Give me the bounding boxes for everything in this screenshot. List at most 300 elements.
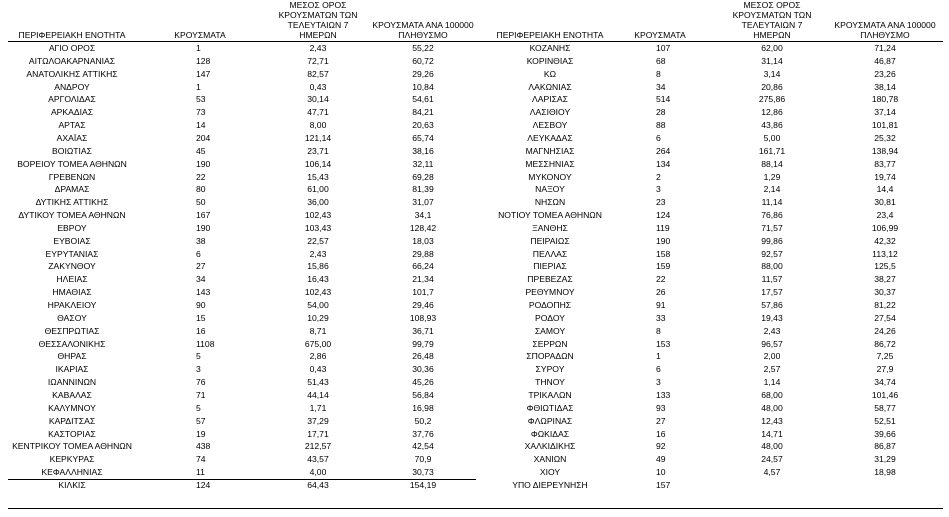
- region-cell: ΝΟΤΙΟΥ ΤΟΜΕΑ ΑΘΗΝΩΝ: [498, 210, 602, 221]
- avg7-cell: 71,57: [761, 222, 783, 233]
- table-row: [0, 93, 949, 106]
- region-cell: ΚΕΝΤΡΙΚΟΥ ΤΟΜΕΑ ΑΘΗΝΩΝ: [12, 441, 132, 452]
- per100k-cell: 113,12: [872, 248, 898, 259]
- table-row: [0, 55, 949, 68]
- per100k-cell: 46,87: [874, 55, 896, 66]
- region-cell: ΧΑΝΙΩΝ: [533, 454, 567, 465]
- region-cell: ΕΒΡΟΥ: [57, 222, 87, 233]
- last-row-rule: [8, 479, 476, 480]
- per100k-cell: 16,98: [412, 402, 434, 413]
- table-row: [0, 299, 949, 312]
- table-row: [0, 363, 949, 376]
- region-cell: ΑΡΤΑΣ: [58, 120, 86, 131]
- cases-cell: 33: [656, 312, 666, 323]
- per100k-cell: 30,81: [874, 197, 896, 208]
- table-row: [0, 106, 949, 119]
- per100k-cell: 37,76: [412, 428, 434, 439]
- cases-cell: 1: [196, 43, 201, 53]
- per100k-cell: 70,9: [414, 454, 432, 465]
- region-cell: ΙΚΑΡΙΑΣ: [55, 364, 89, 375]
- avg7-cell: 1,14: [763, 377, 781, 388]
- table-row: [0, 119, 949, 132]
- region-cell: ΠΕΛΛΑΣ: [532, 248, 568, 259]
- cases-cell: 11: [196, 467, 205, 478]
- table-row: [0, 312, 949, 325]
- per100k-cell: 18,03: [412, 235, 434, 246]
- cases-cell: 14: [196, 120, 206, 131]
- per100k-cell: 101,81: [871, 120, 899, 131]
- table-row: [0, 132, 949, 145]
- avg7-cell: 102,43: [304, 210, 332, 221]
- per100k-cell: 32,11: [412, 158, 434, 169]
- per100k-cell: 38,14: [874, 81, 896, 92]
- cases-cell: 8: [656, 68, 661, 79]
- table-row: [0, 222, 949, 235]
- region-cell: ΣΑΜΟΥ: [534, 325, 566, 336]
- cases-cell: 49: [656, 454, 666, 465]
- bottom-rule: [8, 508, 943, 509]
- cases-cell: 119: [656, 222, 670, 233]
- cases-cell: 45: [196, 145, 206, 156]
- per100k-cell: 30,73: [412, 467, 434, 478]
- avg7-cell: 36,00: [307, 197, 329, 208]
- avg7-cell: 12,43: [761, 415, 783, 426]
- cases-cell: 74: [196, 454, 206, 465]
- table-row: [0, 453, 949, 466]
- avg7-cell: 82,57: [307, 68, 329, 79]
- avg7-cell: 17,71: [307, 428, 329, 439]
- cases-cell: 22: [196, 171, 206, 182]
- region-cell: ΚΕΡΚΥΡΑΣ: [49, 454, 95, 465]
- avg7-cell: 106,14: [304, 158, 332, 169]
- per100k-cell: 38,27: [874, 274, 896, 285]
- cases-cell: 91: [656, 300, 666, 310]
- per100k-cell: 29,88: [412, 248, 434, 259]
- per100k-cell: 65,74: [412, 132, 434, 143]
- avg7-cell: 37,29: [307, 415, 329, 426]
- avg7-cell: 20,86: [761, 81, 783, 92]
- cases-cell: 10: [656, 467, 666, 478]
- avg7-cell: 0,43: [309, 81, 327, 92]
- cases-cell: 159: [656, 261, 671, 272]
- avg7-cell: 92,57: [761, 248, 783, 259]
- cases-cell: 190: [196, 222, 211, 233]
- per100k-cell: 10,84: [412, 81, 434, 92]
- table-row: [0, 479, 949, 492]
- region-cell: ΘΕΣΠΡΩΤΙΑΣ: [44, 325, 100, 336]
- cases-cell: 34: [196, 274, 206, 285]
- cases-cell: 167: [196, 210, 211, 221]
- region-cell: ΛΑΡΙΣΑΣ: [532, 94, 568, 105]
- cases-cell: 23: [656, 197, 666, 208]
- avg7-cell: 57,86: [761, 300, 783, 310]
- avg7-cell: 43,57: [307, 454, 329, 465]
- per100k-cell: 60,72: [412, 55, 434, 66]
- region-cell: ΦΩΚΙΔΑΣ: [530, 428, 570, 439]
- per100k-cell: 23,26: [874, 68, 896, 79]
- avg7-cell: 47,71: [307, 107, 329, 118]
- avg7-cell: 72,71: [307, 55, 329, 66]
- cases-cell: 3: [656, 377, 661, 388]
- per100k-cell: 56,84: [412, 389, 434, 400]
- region-cell: ΛΑΚΩΝΙΑΣ: [528, 81, 572, 92]
- per100k-cell: 42,32: [874, 235, 896, 246]
- per100k-cell: 86,87: [874, 441, 896, 452]
- region-cell: ΑΝΑΤΟΛΙΚΗΣ ΑΤΤΙΚΗΣ: [26, 68, 118, 79]
- table-row: [0, 350, 949, 363]
- region-cell: ΧΑΛΚΙΔΙΚΗΣ: [524, 441, 576, 452]
- region-cell: ΞΑΝΘΗΣ: [532, 222, 568, 233]
- avg7-cell: 103,43: [304, 222, 332, 233]
- header-region-left: ΠΕΡΙΦΕΡΕΙΑΚΗ ΕΝΟΤΗΤΑ: [18, 30, 126, 40]
- avg7-cell: 4,00: [309, 467, 327, 478]
- region-cell: ΜΥΚΟΝΟΥ: [528, 171, 572, 182]
- per100k-cell: 26,48: [412, 351, 434, 362]
- region-cell: ΛΑΣΙΘΙΟΥ: [529, 107, 571, 118]
- per100k-cell: 108,93: [409, 312, 437, 323]
- avg7-cell: 17,57: [761, 287, 783, 298]
- per100k-cell: 180,78: [871, 94, 899, 105]
- per100k-cell: 58,77: [874, 402, 896, 413]
- region-cell: ΚΕΦΑΛΛΗΝΙΑΣ: [41, 467, 103, 478]
- per100k-cell: 25,32: [874, 132, 896, 143]
- region-cell: ΑΡΓΟΛΙΔΑΣ: [48, 94, 96, 105]
- region-cell: ΗΡΑΚΛΕΙΟΥ: [47, 300, 97, 310]
- per100k-cell: 45,26: [412, 377, 434, 388]
- per100k-cell: 101,46: [871, 389, 899, 400]
- table-row: [0, 209, 949, 222]
- cases-cell: 158: [656, 248, 671, 259]
- header-avg7-left: ΜΕΣΟΣ ΟΡΟΣ ΚΡΟΥΣΜΑΤΩΝ ΤΩΝ ΤΕΛΕΥΤΑΙΩΝ 7 ΗΜΕΡΩΝ: [278, 0, 358, 40]
- cases-cell: 204: [196, 132, 211, 143]
- per100k-cell: 21,34: [412, 274, 434, 285]
- region-cell: ΥΠΟ ΔΙΕΡΕΥΝΗΣΗ: [512, 479, 588, 490]
- avg7-cell: 1,29: [763, 171, 781, 182]
- avg7-cell: 212,57: [304, 441, 332, 452]
- avg7-cell: 5,00: [763, 132, 781, 143]
- per100k-cell: 7,25: [876, 351, 894, 362]
- table-row: [0, 68, 949, 81]
- region-cell: ΡΟΔΟΠΗΣ: [528, 300, 572, 310]
- cases-cell: 124: [656, 210, 671, 221]
- per100k-cell: 81,39: [412, 184, 434, 195]
- cases-cell: 93: [656, 402, 666, 413]
- avg7-cell: 62,00: [761, 43, 783, 53]
- per100k-cell: 106,99: [871, 222, 899, 233]
- avg7-cell: 48,00: [761, 402, 783, 413]
- avg7-cell: 2,00: [763, 351, 781, 362]
- avg7-cell: 2,86: [309, 351, 327, 362]
- avg7-cell: 43,86: [761, 120, 783, 131]
- per100k-cell: 27,9: [876, 364, 894, 375]
- table-row: [0, 196, 949, 209]
- region-cell: ΕΥΡΥΤΑΝΙΑΣ: [45, 248, 99, 259]
- region-cell: ΚΑΣΤΟΡΙΑΣ: [48, 428, 96, 439]
- per100k-cell: 29,26: [412, 68, 434, 79]
- cases-cell: 438: [196, 441, 211, 452]
- region-cell: ΠΡΕΒΕΖΑΣ: [527, 274, 573, 285]
- cases-cell: 53: [196, 94, 206, 105]
- avg7-cell: 675,00: [304, 338, 332, 349]
- per100k-cell: 86,72: [874, 338, 896, 349]
- per100k-cell: 36,71: [412, 325, 434, 336]
- avg7-cell: 15,86: [307, 261, 329, 272]
- cases-cell: 26: [656, 287, 666, 298]
- per100k-cell: 23,4: [876, 210, 894, 221]
- avg7-cell: 1,71: [309, 402, 327, 413]
- table-row: [0, 338, 949, 351]
- region-cell: ΣΕΡΡΩΝ: [532, 338, 568, 349]
- cases-cell: 76: [196, 377, 206, 388]
- per100k-cell: 29,46: [412, 300, 434, 310]
- cases-cell: 124: [196, 479, 211, 490]
- header-region-right: ΠΕΡΙΦΕΡΕΙΑΚΗ ΕΝΟΤΗΤΑ: [496, 30, 604, 40]
- per100k-cell: 30,37: [874, 287, 896, 298]
- region-cell: ΠΙΕΡΙΑΣ: [533, 261, 567, 272]
- per100k-cell: 27,54: [874, 312, 896, 323]
- cases-cell: 133: [656, 389, 671, 400]
- per100k-cell: 83,77: [874, 158, 896, 169]
- region-cell: ΑΡΚΑΔΙΑΣ: [50, 107, 94, 118]
- avg7-cell: 64,43: [307, 479, 329, 490]
- region-cell: ΣΠΟΡΑΔΩΝ: [526, 351, 574, 362]
- per100k-cell: [830, 479, 940, 492]
- avg7-cell: 2,43: [763, 325, 781, 336]
- region-cell: ΑΝΔΡΟΥ: [54, 81, 90, 92]
- avg7-cell: 88,00: [761, 261, 783, 272]
- region-cell: ΠΕΙΡΑΙΩΣ: [530, 235, 570, 246]
- cases-cell: 28: [656, 107, 666, 118]
- cases-cell: 264: [656, 145, 671, 156]
- region-cell: ΓΡΕΒΕΝΩΝ: [48, 171, 96, 182]
- per100k-cell: 50,2: [414, 415, 432, 426]
- per100k-cell: 19,74: [874, 171, 896, 182]
- region-cell: ΙΩΑΝΝΙΝΩΝ: [47, 377, 97, 388]
- avg7-cell: 99,86: [761, 235, 783, 246]
- avg7-cell: 161,71: [758, 145, 786, 156]
- table-row: [0, 428, 949, 441]
- table-row: [0, 81, 949, 94]
- header-per100k-left: ΚΡΟΥΣΜΑΤΑ ΑΝΑ 100000 ΠΛΗΘΥΣΜΟ: [372, 20, 474, 40]
- cases-cell: 57: [196, 415, 206, 426]
- cases-cell: 19: [196, 428, 206, 439]
- avg7-cell: 96,57: [761, 338, 783, 349]
- per100k-cell: 81,22: [874, 300, 896, 310]
- region-cell: ΚΟΡΙΝΘΙΑΣ: [526, 55, 574, 66]
- table-row: [0, 248, 949, 261]
- table-row: [0, 466, 949, 479]
- per100k-cell: 99,79: [412, 338, 434, 349]
- region-cell: ΔΥΤΙΚΟΥ ΤΟΜΕΑ ΑΘΗΝΩΝ: [18, 210, 126, 221]
- table-row: [0, 260, 949, 273]
- avg7-cell: 44,14: [307, 389, 329, 400]
- avg7-cell: 2,14: [763, 184, 781, 195]
- avg7-cell: 88,14: [761, 158, 783, 169]
- avg7-cell: 2,43: [309, 43, 327, 53]
- region-cell: ΣΥΡΟΥ: [535, 364, 565, 375]
- cases-cell: 514: [656, 94, 671, 105]
- avg7-cell: 8,71: [309, 325, 327, 336]
- cases-cell: 1108: [196, 338, 215, 349]
- header-cases-left: ΚΡΟΥΣΜΑΤΑ: [174, 30, 226, 40]
- cases-cell: 1: [196, 81, 201, 92]
- cases-cell: 27: [656, 415, 666, 426]
- region-cell: ΗΜΑΘΙΑΣ: [52, 287, 92, 298]
- table-row: [0, 42, 949, 55]
- per100k-cell: 38,16: [412, 145, 434, 156]
- region-cell: ΘΕΣΣΑΛΟΝΙΚΗΣ: [38, 338, 106, 349]
- per100k-cell: 125,5: [874, 261, 896, 272]
- header-per100k-right: ΚΡΟΥΣΜΑΤΑ ΑΝΑ 100000 ΠΛΗΘΥΣΜΟ: [834, 20, 936, 40]
- cases-cell: 16: [196, 325, 206, 336]
- per100k-cell: 154,19: [409, 479, 437, 490]
- cases-cell: 190: [656, 235, 671, 246]
- table-row: [0, 325, 949, 338]
- table-row: [0, 183, 949, 196]
- avg7-cell: 24,57: [761, 454, 783, 465]
- avg7-cell: 15,43: [307, 171, 329, 182]
- cases-cell: 34: [656, 81, 666, 92]
- avg7-cell: 0,43: [309, 364, 327, 375]
- cases-cell: 147: [196, 68, 211, 79]
- per100k-cell: 52,51: [874, 415, 896, 426]
- per100k-cell: 31,29: [874, 454, 896, 465]
- avg7-cell: 54,00: [307, 300, 329, 310]
- table-row: [0, 273, 949, 286]
- avg7-cell: 12,86: [761, 107, 783, 118]
- per100k-cell: 84,21: [412, 107, 434, 118]
- cases-cell: 92: [656, 441, 666, 452]
- avg7-cell: 68,00: [761, 389, 783, 400]
- per100k-cell: 31,07: [412, 197, 434, 208]
- cases-cell: 16: [656, 428, 666, 439]
- avg7-cell: 14,71: [761, 428, 783, 439]
- cases-cell: 6: [656, 364, 661, 375]
- avg7-cell: 102,43: [304, 287, 332, 298]
- per100k-cell: 24,26: [874, 325, 896, 336]
- cases-cell: 128: [196, 55, 211, 66]
- per100k-cell: 34,74: [874, 377, 896, 388]
- cases-cell: 3: [656, 184, 661, 195]
- per100k-cell: 37,14: [874, 107, 896, 118]
- region-cell: ΛΕΣΒΟΥ: [532, 120, 568, 131]
- cases-cell: 190: [196, 158, 211, 169]
- cases-cell: 71: [196, 389, 206, 400]
- header-avg7-right: ΜΕΣΟΣ ΟΡΟΣ ΚΡΟΥΣΜΑΤΩΝ ΤΩΝ ΤΕΛΕΥΤΑΙΩΝ 7 ΗΜΕΡΩΝ: [732, 0, 812, 40]
- avg7-cell: 22,57: [307, 235, 329, 246]
- header-cases-right: ΚΡΟΥΣΜΑΤΑ: [634, 30, 686, 40]
- per100k-cell: 14,4: [876, 184, 894, 195]
- region-cell: ΘΑΣΟΥ: [57, 312, 87, 323]
- region-cell: ΑΓΙΟ ΟΡΟΣ: [48, 43, 96, 53]
- avg7-cell: 51,43: [307, 377, 329, 388]
- avg7-cell: [722, 479, 822, 492]
- per100k-cell: 30,36: [412, 364, 434, 375]
- cases-cell: 22: [656, 274, 666, 285]
- region-cell: ΑΧΑΪΑΣ: [56, 132, 88, 143]
- cases-cell: 68: [656, 55, 666, 66]
- region-cell: ΦΘΙΩΤΙΔΑΣ: [526, 402, 574, 413]
- per100k-cell: 54,61: [412, 94, 434, 105]
- region-cell: ΡΟΔΟΥ: [535, 312, 565, 323]
- table-row: [0, 440, 949, 453]
- per100k-cell: 69,28: [412, 171, 434, 182]
- cases-cell: 15: [196, 312, 206, 323]
- region-cell: ΕΥΒΟΙΑΣ: [53, 235, 91, 246]
- cases-cell: 134: [656, 158, 671, 169]
- region-cell: ΒΟΙΩΤΙΑΣ: [52, 145, 92, 156]
- per100k-cell: 20,63: [412, 120, 434, 131]
- per100k-cell: 138,94: [871, 145, 899, 156]
- cases-cell: 38: [196, 235, 206, 246]
- avg7-cell: 19,43: [761, 312, 783, 323]
- per100k-cell: 34,1: [414, 210, 432, 221]
- table-row: [0, 145, 949, 158]
- per100k-cell: 18,98: [874, 467, 896, 478]
- cases-cell: 107: [656, 43, 671, 53]
- avg7-cell: 16,43: [307, 274, 329, 285]
- table-row: [0, 389, 949, 402]
- region-cell: ΤΗΝΟΥ: [535, 377, 565, 388]
- cases-cell: 157: [656, 479, 671, 490]
- region-cell: ΑΙΤΩΛΟΑΚΑΡΝΑΝΙΑΣ: [28, 55, 116, 66]
- per100k-cell: 128,42: [409, 222, 437, 233]
- per100k-cell: 55,22: [412, 43, 434, 53]
- region-cell: ΜΑΓΝΗΣΙΑΣ: [525, 145, 575, 156]
- avg7-cell: 11,57: [761, 274, 783, 285]
- cases-cell: 80: [196, 184, 206, 195]
- region-cell: ΦΛΩΡΙΝΑΣ: [527, 415, 573, 426]
- cases-cell: 153: [656, 338, 671, 349]
- region-cell: ΧΙΟΥ: [539, 467, 561, 478]
- region-cell: ΔΥΤΙΚΗΣ ΑΤΤΙΚΗΣ: [35, 197, 109, 208]
- avg7-cell: 48,00: [761, 441, 783, 452]
- region-cell: ΚΑΛΥΜΝΟΥ: [48, 402, 96, 413]
- per100k-cell: 39,66: [874, 428, 896, 439]
- avg7-cell: 61,00: [307, 184, 329, 195]
- cases-cell: 90: [196, 300, 206, 310]
- region-cell: ΚΟΖΑΝΗΣ: [529, 43, 571, 53]
- region-cell: ΔΡΑΜΑΣ: [54, 184, 90, 195]
- table-row: [0, 415, 949, 428]
- cases-cell: 5: [196, 351, 201, 362]
- avg7-cell: 23,71: [307, 145, 329, 156]
- cases-cell: 5: [196, 402, 201, 413]
- avg7-cell: 76,86: [761, 210, 783, 221]
- cases-cell: 88: [656, 120, 666, 131]
- cases-cell: 8: [656, 325, 661, 336]
- cases-cell: 6: [656, 132, 661, 143]
- cases-cell: 6: [196, 248, 201, 259]
- region-cell: ΜΕΣΣΗΝΙΑΣ: [525, 158, 575, 169]
- avg7-cell: 8,00: [309, 120, 327, 131]
- region-cell: ΚΙΛΚΙΣ: [58, 479, 86, 490]
- region-cell: ΚΩ: [543, 68, 557, 79]
- cases-cell: 27: [196, 261, 206, 272]
- cases-cell: 3: [196, 364, 201, 375]
- cases-cell: 143: [196, 287, 211, 298]
- avg7-cell: 11,14: [761, 197, 783, 208]
- region-cell: ΝΗΣΩΝ: [534, 197, 566, 208]
- region-cell: ΚΑΒΑΛΑΣ: [52, 389, 92, 400]
- avg7-cell: 10,29: [307, 312, 329, 323]
- region-cell: ΝΑΞΟΥ: [535, 184, 565, 195]
- per100k-cell: 66,24: [412, 261, 434, 272]
- region-cell: ΖΑΚΥΝΘΟΥ: [48, 261, 96, 272]
- cases-cell: 1: [656, 351, 661, 362]
- region-cell: ΚΑΡΔΙΤΣΑΣ: [48, 415, 96, 426]
- avg7-cell: 4,57: [763, 467, 781, 478]
